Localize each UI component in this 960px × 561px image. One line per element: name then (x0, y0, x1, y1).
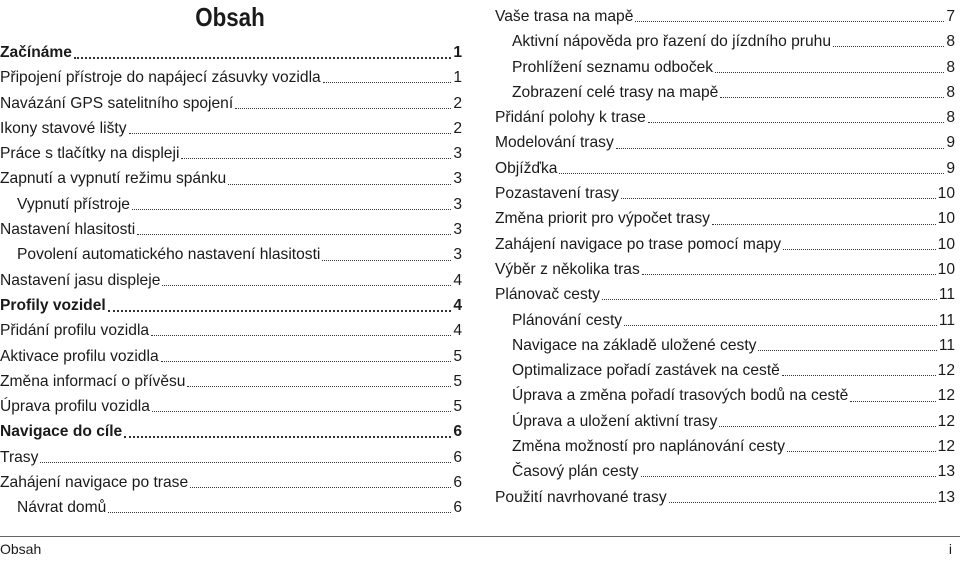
toc-dot-leader (322, 259, 451, 261)
toc-dot-leader (783, 248, 936, 250)
toc-entry-page: 9 (946, 134, 955, 152)
toc-dot-leader (621, 197, 936, 199)
toc-dot-leader (641, 475, 936, 477)
toc-entry[interactable] (495, 434, 955, 459)
toc-dot-leader (720, 96, 944, 98)
toc-entry[interactable] (495, 383, 955, 408)
toc-entry[interactable] (495, 80, 955, 105)
toc-entry-label: Výběr z několika tras (495, 260, 640, 278)
toc-entry[interactable] (0, 470, 462, 495)
toc-entry-page: 10 (937, 210, 955, 228)
toc-entry-page: 11 (938, 286, 955, 304)
toc-dot-leader (624, 324, 937, 326)
toc-entry-page: 3 (453, 170, 462, 188)
toc-entry-page: 4 (453, 322, 462, 340)
toc-entry-page: 2 (453, 119, 462, 137)
toc-entry-label: Připojení přístroje do napájecí zásuvky vozidla (0, 69, 321, 87)
toc-dot-leader (181, 157, 451, 159)
toc-entry-label: Aktivace profilu vozidla (0, 347, 159, 365)
toc-entry-page: 5 (453, 372, 462, 390)
toc-entry[interactable] (0, 141, 462, 166)
toc-entry[interactable] (0, 419, 462, 444)
toc-entry-label: Návrat domů (17, 499, 107, 517)
toc-entry[interactable] (495, 55, 955, 80)
toc-dot-leader (787, 450, 936, 452)
toc-entry-page: 10 (937, 185, 955, 203)
toc-entry[interactable] (495, 206, 955, 231)
toc-entry-label: Optimalizace pořadí zastávek na cestě (512, 362, 780, 380)
toc-entry-label: Povolení automatického nastavení hlasitosti (17, 246, 321, 264)
toc-entry-label: Zapnutí a vypnutí režimu spánku (0, 170, 227, 188)
toc-dot-leader (669, 501, 936, 503)
toc-entry-page: 3 (453, 221, 462, 239)
toc-dot-leader (161, 360, 452, 362)
toc-entry-label: Profily vozidel (0, 296, 106, 314)
toc-entry-label: Práce s tlačítky na displeji (0, 145, 180, 163)
toc-entry[interactable] (0, 445, 462, 470)
footer-section-name: Obsah (0, 541, 42, 557)
toc-dot-leader (187, 385, 451, 387)
toc-entry-label: Plánovač cesty (495, 286, 600, 304)
toc-entry-page: 1 (453, 69, 462, 87)
toc-entry[interactable] (0, 344, 462, 369)
toc-entry[interactable] (0, 293, 462, 318)
toc-entry-page: 5 (453, 347, 462, 365)
toc-entry-label: Úprava profilu vozidla (0, 398, 150, 416)
toc-entry-page: 7 (946, 8, 955, 25)
toc-entry[interactable] (0, 242, 462, 267)
toc-entry[interactable] (0, 192, 462, 217)
toc-entry-page: 11 (938, 311, 955, 329)
toc-dot-leader (132, 208, 451, 210)
toc-dot-leader (162, 284, 451, 286)
toc-entry-page: 12 (937, 387, 955, 405)
toc-entry-page: 13 (937, 463, 955, 481)
toc-dot-leader (190, 486, 451, 488)
toc-list-left (0, 40, 462, 521)
toc-entry[interactable] (0, 369, 462, 394)
toc-entry[interactable] (495, 358, 955, 383)
toc-entry-page: 10 (937, 260, 955, 278)
toc-dot-leader (137, 233, 451, 235)
toc-entry[interactable] (495, 130, 955, 155)
toc-entry-page: 12 (937, 438, 955, 456)
toc-entry[interactable] (0, 116, 462, 141)
toc-entry[interactable] (0, 318, 462, 343)
toc-entry-label: Změna priorit pro výpočet trasy (495, 210, 710, 228)
toc-entry[interactable] (0, 495, 462, 520)
toc-entry-label: Zobrazení celé trasy na mapě (512, 83, 719, 101)
toc-entry[interactable] (0, 394, 462, 419)
toc-entry-page: 11 (938, 336, 955, 354)
toc-entry-label: Modelování trasy (495, 134, 614, 152)
toc-entry-label: Úprava a uložení aktivní trasy (512, 412, 718, 430)
toc-entry-page: 1 (453, 44, 462, 61)
toc-entry[interactable] (0, 268, 462, 293)
toc-dot-leader (850, 400, 935, 402)
toc-entry[interactable] (495, 232, 955, 257)
toc-entry-page: 8 (946, 109, 955, 127)
toc-entry[interactable] (495, 156, 955, 181)
toc-entry[interactable] (495, 257, 955, 282)
toc-entry-page: 4 (453, 271, 462, 289)
footer-divider (0, 536, 960, 537)
toc-entry-page: 6 (453, 499, 462, 517)
toc-dot-leader (129, 132, 452, 134)
toc-entry-label: Prohlížení seznamu odboček (512, 58, 714, 76)
toc-entry[interactable] (0, 217, 462, 242)
toc-dot-leader (616, 147, 945, 149)
toc-entry[interactable] (495, 485, 955, 510)
toc-entry-label: Zahájení navigace po trase pomocí mapy (495, 235, 782, 253)
toc-entry-label: Časový plán cesty (512, 463, 639, 481)
toc-entry-page: 13 (937, 488, 955, 506)
toc-entry-page: 12 (937, 412, 955, 430)
toc-entry-label: Trasy (0, 448, 39, 466)
toc-entry-page: 5 (453, 398, 462, 416)
toc-entry-label: Přidání profilu vozidla (0, 322, 150, 340)
toc-entry[interactable] (0, 166, 462, 191)
toc-dot-leader (712, 223, 936, 225)
toc-dot-leader (642, 273, 936, 275)
toc-entry[interactable] (0, 40, 462, 65)
toc-dot-leader (74, 56, 451, 59)
toc-entry-page: 12 (937, 362, 955, 380)
toc-dot-leader (151, 334, 451, 336)
toc-entry-page: 6 (453, 474, 462, 492)
toc-dot-leader (715, 71, 944, 73)
toc-entry-page: 6 (453, 423, 462, 441)
toc-entry-label: Nastavení hlasitosti (0, 221, 136, 239)
toc-entry-page: 9 (946, 159, 955, 177)
toc-dot-leader (635, 20, 944, 22)
toc-entry[interactable] (495, 333, 955, 358)
toc-entry-label: Objížďka (495, 159, 558, 177)
toc-entry-label: Navigace na základě uložené cesty (512, 336, 757, 354)
toc-entry[interactable] (495, 29, 955, 54)
toc-dot-leader (648, 121, 944, 123)
toc-entry[interactable] (495, 282, 955, 307)
toc-entry-label: Plánování cesty (512, 311, 623, 329)
toc-entry-page: 6 (453, 448, 462, 466)
toc-dot-leader (323, 81, 452, 83)
toc-entry[interactable] (0, 91, 462, 116)
toc-dot-leader (40, 461, 451, 463)
toc-entry-page: 10 (937, 235, 955, 253)
toc-entry-page: 8 (946, 33, 955, 51)
toc-dot-leader (235, 107, 451, 109)
toc-entry-label: Začínáme (0, 44, 72, 61)
toc-dot-leader (228, 183, 451, 185)
toc-entry-label: Aktivní nápověda pro řazení do jízdního pruhu (512, 33, 832, 51)
toc-dot-leader (152, 410, 451, 412)
toc-entry-label: Navázání GPS satelitního spojení (0, 94, 234, 112)
toc-entry-label: Vaše trasa na mapě (495, 8, 634, 25)
toc-dot-leader (559, 172, 944, 174)
toc-entry-page: 4 (453, 296, 462, 314)
toc-entry-page: 3 (453, 145, 462, 163)
toc-entry-label: Změna informací o přívěsu (0, 372, 186, 390)
toc-entry[interactable] (0, 65, 462, 90)
toc-entry-label: Ikony stavové lišty (0, 119, 127, 137)
toc-entry-page: 2 (453, 94, 462, 112)
toc-entry-page: 3 (453, 246, 462, 264)
toc-entry[interactable] (495, 4, 955, 29)
toc-dot-leader (782, 374, 936, 376)
toc-list-right (495, 4, 955, 510)
toc-entry[interactable] (495, 181, 955, 206)
toc-dot-leader (108, 309, 452, 312)
toc-entry[interactable] (495, 459, 955, 484)
toc-entry-label: Změna možností pro naplánování cesty (512, 438, 786, 456)
toc-entry[interactable] (495, 409, 955, 434)
toc-entry-label: Nastavení jasu displeje (0, 271, 161, 289)
toc-dot-leader (758, 349, 936, 351)
toc-entry-label: Navigace do cíle (0, 423, 123, 441)
toc-dot-leader (602, 298, 937, 300)
toc-entry-label: Pozastavení trasy (495, 185, 619, 203)
toc-entry-page: 8 (946, 58, 955, 76)
footer-page-number: i (948, 541, 952, 557)
toc-entry-label: Zahájení navigace po trase (0, 474, 189, 492)
toc-entry-label: Úprava a změna pořadí trasových bodů na cestě (512, 387, 849, 405)
toc-dot-leader (108, 511, 451, 513)
toc-entry-page: 3 (453, 195, 462, 213)
toc-entry-label: Přidání polohy k trase (495, 109, 646, 127)
toc-entry-page: 8 (946, 83, 955, 101)
toc-entry-label: Použití navrhované trasy (495, 488, 667, 506)
page-title: Obsah (195, 2, 265, 32)
toc-entry[interactable] (495, 105, 955, 130)
toc-dot-leader (833, 45, 944, 47)
toc-dot-leader (719, 425, 935, 427)
toc-dot-leader (124, 435, 451, 438)
toc-entry-label: Vypnutí přístroje (17, 195, 130, 213)
toc-entry[interactable] (495, 308, 955, 333)
